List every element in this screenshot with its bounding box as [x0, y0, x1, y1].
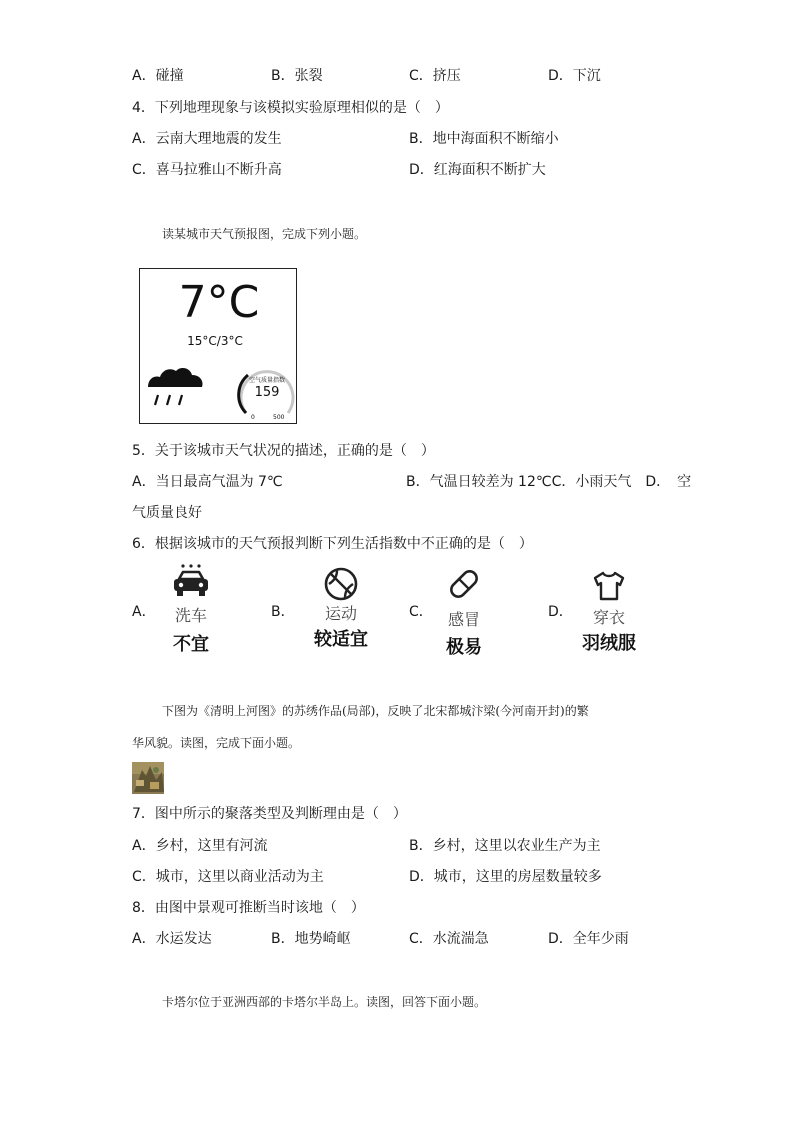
q4-option-d: D．红海面积不断扩大 — [409, 162, 546, 178]
ball-icon — [323, 566, 359, 602]
q6-letter-d: D． — [548, 604, 573, 620]
intro-painting-line1: 下图为《清明上河图》的苏绣作品(局部)，反映了北宋都城汴梁(今河南开封)的繁 — [162, 704, 589, 718]
car-wash-icon — [170, 563, 212, 601]
q4-option-a: A．云南大理地震的发生 — [132, 131, 282, 147]
temperature-range: 15°C/3°C — [187, 334, 243, 348]
q4-stem: 4．下列地理现象与该模拟实验原理相似的是（ ） — [132, 100, 449, 116]
q6-name-b: 运动 — [324, 604, 357, 623]
cloud-rain-icon — [144, 365, 206, 415]
pill-icon — [446, 566, 482, 602]
q8-option-d: D．全年少雨 — [548, 931, 629, 947]
intro-weather: 读某城市天气预报图，完成下列小题。 — [162, 227, 367, 241]
q6-stem: 6．根据该城市的天气预报判断下列生活指数中不正确的是（ ） — [132, 536, 533, 552]
q5-option-d-cont: 气质量良好 — [132, 505, 202, 521]
q6-level-b: 较适宜 — [314, 629, 368, 650]
intro-painting-line2: 华风貌。读图，完成下面小题。 — [132, 736, 301, 750]
q7-option-a: A．乡村，这里有河流 — [132, 838, 268, 854]
q5-option-a: A．当日最高气温为 7℃ — [132, 474, 283, 490]
q7-option-c: C．城市，这里以商业活动为主 — [132, 869, 324, 885]
q7-option-d: D．城市，这里的房屋数量较多 — [409, 869, 602, 885]
q6-level-d: 羽绒服 — [582, 633, 636, 654]
q3-option-a: A．碰撞 — [132, 68, 184, 84]
current-temperature: 7°C — [178, 277, 260, 328]
painting-thumbnail — [132, 762, 164, 794]
q5-stem: 5．关于该城市天气状况的描述，正确的是（ ） — [132, 443, 435, 459]
q8-option-a: A．水运发达 — [132, 931, 212, 947]
q6-letter-c: C． — [409, 604, 433, 620]
q6-name-c: 感冒 — [447, 610, 480, 629]
q6-name-a: 洗车 — [174, 606, 207, 625]
q3-option-c: C．挤压 — [409, 68, 461, 84]
q4-option-b: B．地中海面积不断缩小 — [409, 131, 559, 147]
q6-name-d: 穿衣 — [592, 608, 625, 627]
q8-option-b: B．地势崎岖 — [271, 931, 351, 947]
q7-option-b: B．乡村，这里以农业生产为主 — [409, 838, 601, 854]
weather-forecast-card — [139, 268, 297, 424]
q5-option-bcd: B．气温日较差为 12℃C．小雨天气 D． 空 — [406, 474, 692, 490]
intro-qatar: 卡塔尔位于亚洲西部的卡塔尔半岛上。读图，回答下面小题。 — [162, 995, 487, 1009]
q3-option-d: D．下沉 — [548, 68, 601, 84]
aqi-label: 空气质量指数 — [248, 377, 285, 384]
q8-option-c: C．水流湍急 — [409, 931, 489, 947]
q6-level-a: 不宜 — [173, 634, 209, 655]
tshirt-icon — [591, 570, 627, 602]
q4-option-c: C．喜马拉雅山不断升高 — [132, 162, 282, 178]
q7-stem: 7．图中所示的聚落类型及判断理由是（ ） — [132, 806, 407, 822]
aqi-value: 159 — [254, 385, 280, 400]
q8-stem: 8．由图中景观可推断当时该地（ ） — [132, 900, 365, 916]
q3-option-b: B．张裂 — [271, 68, 323, 84]
aqi-max: 500 — [273, 414, 285, 421]
q6-letter-a: A． — [132, 604, 156, 620]
aqi-min: 0 — [251, 414, 255, 421]
q6-letter-b: B． — [271, 604, 295, 620]
q6-level-c: 极易 — [446, 637, 482, 658]
